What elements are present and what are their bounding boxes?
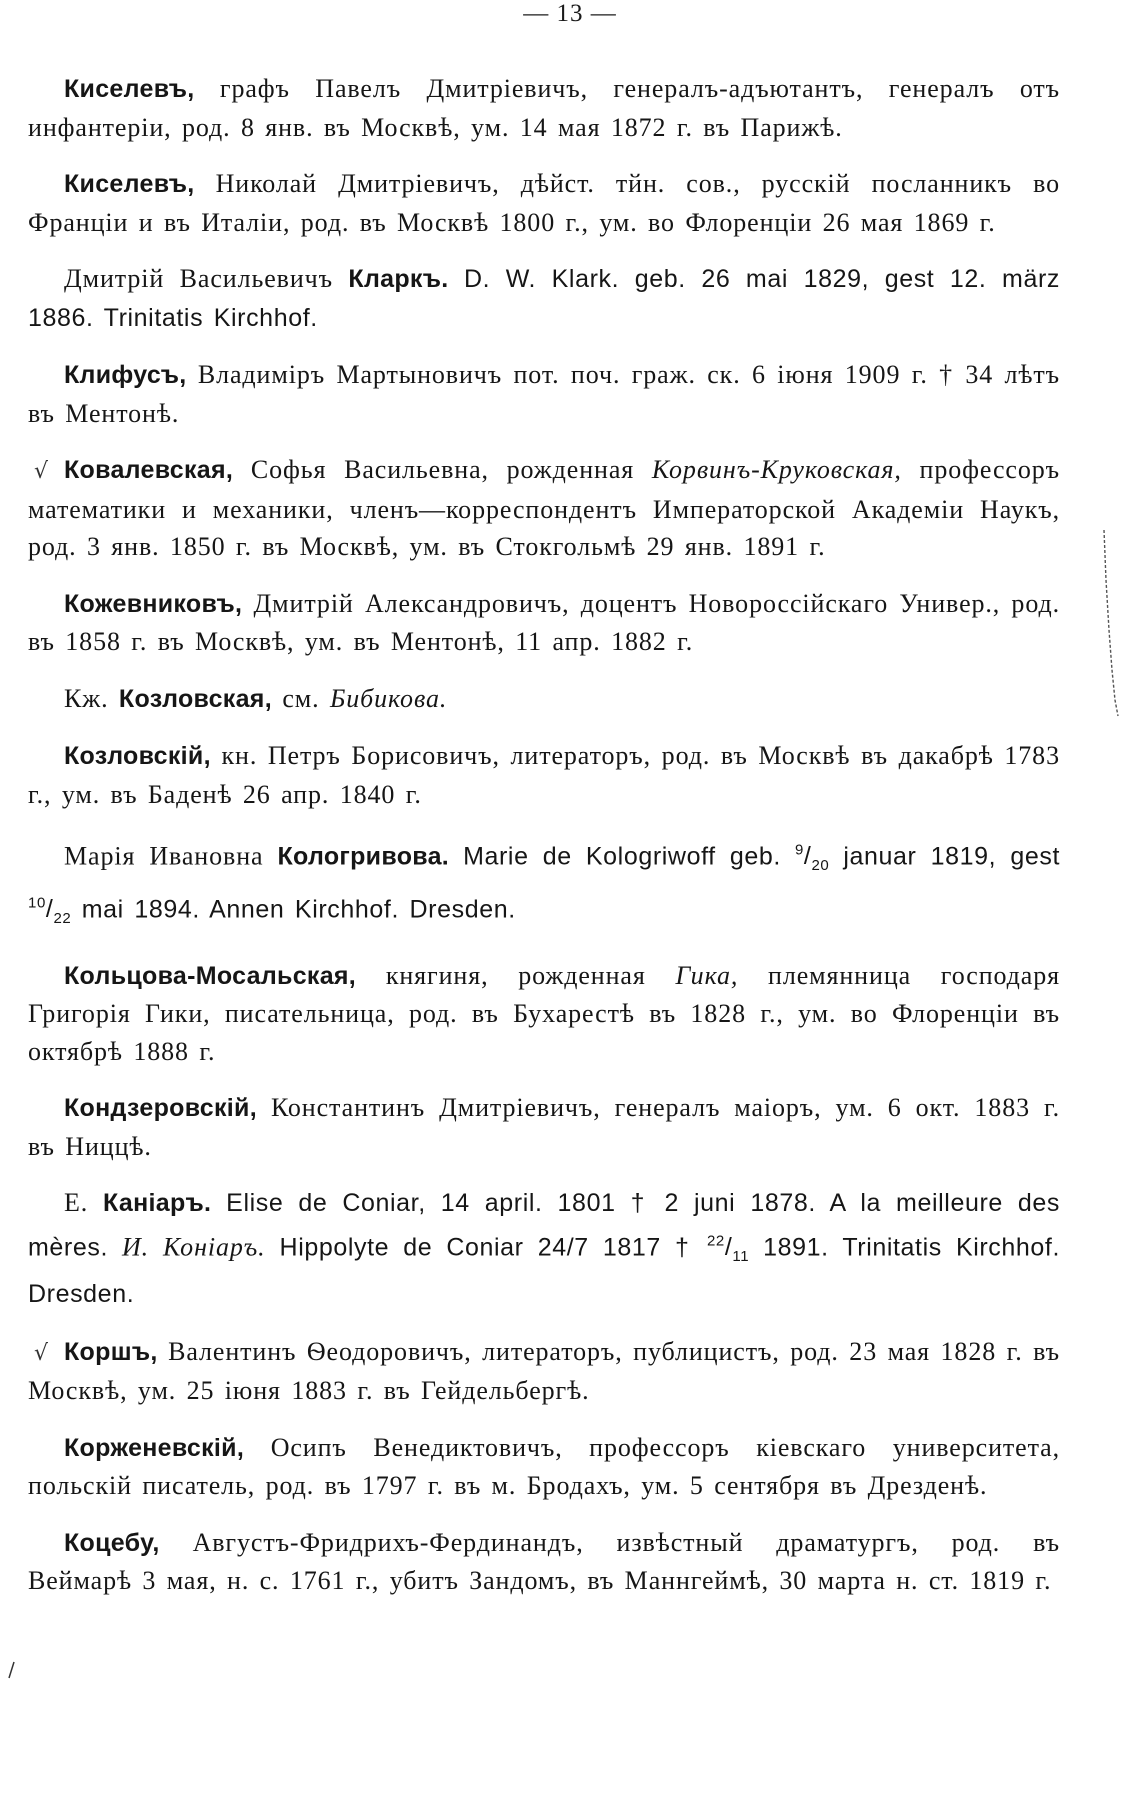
entry-latin-text: D. W. Klark. geb. 26 mai 1829, gest 12. märz 1886. Trinitatis Kirchhof. [28, 265, 1061, 332]
entry-surname: Кольцова-Мосальская, [64, 961, 357, 990]
entry-text: графъ Павелъ Дмитріевичъ, генералъ-адъютантъ, генералъ отъ инфантеріи, род. 8 янв. въ Москвѣ, ум. 14 мая 1872 г. въ Парижѣ. [28, 74, 1061, 142]
entry-text-continued: профессоръ математики и механики, членъ—корреспондентъ Императорской Академіи Наукъ, род. 3 янв. 1850 г. въ Москвѣ, ум. въ Стокгольмѣ 29 янв. 1891 г. [28, 455, 1060, 561]
entry-surname: Корженевскій, [64, 1433, 245, 1462]
entry-text: см. [282, 683, 320, 713]
entry-text: Николай Дмитріевичъ, дѣйст. тйн. сов., русскій посланникъ во Франціи и въ Италіи, род. въ Москвѣ 1800 г., ум. во Флоренціи 26 мая 1869 г. [28, 169, 1060, 237]
entry-kotzebue [28, 1524, 1060, 1600]
entry-kologrivova [28, 832, 1060, 938]
entry-kondzerovsky [28, 1089, 1060, 1165]
entry-title-prefix: Кж. [64, 683, 109, 713]
entry-kiselev-nikolai [28, 165, 1060, 241]
entry-surname: Кларкъ. [348, 265, 449, 293]
entry-text: Дмитрій Александровичъ, доцентъ Новороссійскаго Универ., род. въ 1858 г. въ Москвѣ, ум. въ Ментонѣ, 11 апр. 1882 г. [28, 588, 1060, 656]
entry-surname: Клифусъ, [64, 361, 187, 389]
entry-kozlovskaya [28, 680, 1060, 719]
entry-surname: Кондзеровскій, [64, 1094, 257, 1123]
check-mark-icon: √ [34, 459, 49, 484]
entry-text: Осипъ Венедиктовичъ, профессоръ кіевскаго университета, польскій писатель, род. въ 1797 г. въ м. Бродахъ, ум. 5 сентября въ Дрезденѣ. [28, 1432, 1061, 1501]
entry-kiselev-pavel [28, 70, 1060, 146]
entry-text: Софья Васильевна, рожденная [250, 455, 635, 484]
entry-surname: Киселевъ, [64, 170, 195, 198]
entry-maiden-name: Корвинъ-Круковская, [651, 455, 902, 484]
entry-surname: Кожевниковъ, [64, 589, 243, 618]
fraction-denominator: 11 [732, 1247, 750, 1265]
margin-pencil-mark [1100, 520, 1120, 720]
entry-text: Августъ-Фридрихъ-Фердинандъ, извѣстный драматургъ, род. въ Веймарѣ 3 мая, н. с. 1761 г., убитъ Зандомъ, въ Маннгеймѣ, 30 марта н. ст. 1819 г. [28, 1527, 1060, 1596]
entry-klifus [28, 356, 1060, 432]
fraction-denominator: 20 [811, 857, 830, 875]
check-mark-icon: √ [34, 1340, 49, 1366]
entry-surname: Коршъ, [64, 1337, 158, 1366]
fraction-numerator: 9 [794, 842, 804, 859]
entry-signature-name: И. Коніаръ. [121, 1231, 266, 1261]
entry-list [28, 70, 1060, 1619]
entry-korzhenevsky [28, 1429, 1060, 1505]
entry-latin-text: Hippolyte de Coniar 24/7 1817 † [279, 1232, 693, 1261]
entry-surname: Киселевъ, [64, 75, 195, 103]
entry-given-name: Дмитрій Васильевичъ [64, 264, 333, 293]
entry-text: Константинъ Дмитріевичъ, генералъ маіоръ, ум. 6 окт. 1883 г. въ Ниццѣ. [28, 1093, 1060, 1161]
entry-korsh [28, 1333, 1060, 1410]
entry-surname: Ковалевская, [64, 456, 234, 484]
entry-text-continued: племянница господаря Григорія Гики, писательница, род. въ Бухарестѣ въ 1828 г., ум. во Флоренціи въ октябрѣ 1888 г. [28, 960, 1061, 1066]
date-fraction: $^{10}/_{22}$ [28, 894, 72, 928]
entry-text: Владиміръ Мартыновичъ пот. поч. граж. ск. 6 іюня 1909 г. † 34 лѣтъ въ Ментонѣ. [28, 360, 1061, 428]
entry-latin-text: januar 1819, gest [843, 842, 1060, 871]
entry-text: Валентинъ Ѳеодоровичъ, литераторъ, публицистъ, род. 23 мая 1828 г. въ Москвѣ, ум. 25 іюня 1883 г. въ Гейдельбергѣ. [28, 1336, 1060, 1406]
date-fraction: $^9/_{20}$ [794, 842, 830, 875]
entry-text: кн. Петръ Борисовичъ, литераторъ, род. въ Москвѣ въ дакабрѣ 1783 г., ум. въ Баденѣ 26 апр. 1840 г. [28, 741, 1060, 809]
entry-surname: Козловскій, [64, 742, 211, 770]
entry-surname: Каніаръ. [103, 1189, 212, 1218]
fraction-numerator: 10 [28, 894, 46, 912]
entry-initial: Е. [64, 1188, 89, 1218]
date-fraction: $^{22}/_{11}$ [706, 1232, 750, 1265]
entry-koltsova-mosalskaya [28, 957, 1060, 1071]
entry-kovalevskaya [28, 451, 1060, 566]
entry-surname: Коцебу, [64, 1528, 160, 1557]
entry-latin-text: Marie de Kologriwoff geb. [463, 842, 781, 871]
entry-latin-text: Elise de Coniar, 14 april. 1801 † 2 juni 1878. A la meilleure des mères. [28, 1189, 1060, 1261]
entry-given-name: Марія Ивановна [64, 841, 264, 871]
entry-kaniar [28, 1184, 1060, 1314]
fraction-denominator: 22 [53, 910, 72, 928]
entry-surname: Кологривова. [277, 842, 450, 871]
entry-latin-text: mai 1894. Annen Kirchhof. Dresden. [81, 895, 516, 924]
page-number: — 13 — [523, 0, 617, 27]
entry-maiden-name: Гика, [675, 960, 739, 990]
entry-kozhevnikov [28, 585, 1060, 661]
entry-kozlovsky [28, 737, 1060, 813]
entry-surname: Козловская, [118, 684, 272, 713]
entry-text: княгиня, рожденная [385, 960, 646, 990]
fraction-numerator: 22 [706, 1232, 725, 1250]
entry-latin-text: 1891. Trinitatis Kirchhof. Dresden. [28, 1232, 1061, 1309]
margin-stray-mark [6, 1660, 16, 1680]
entry-cross-reference: Бибикова. [329, 683, 448, 713]
entry-klark [28, 260, 1060, 337]
